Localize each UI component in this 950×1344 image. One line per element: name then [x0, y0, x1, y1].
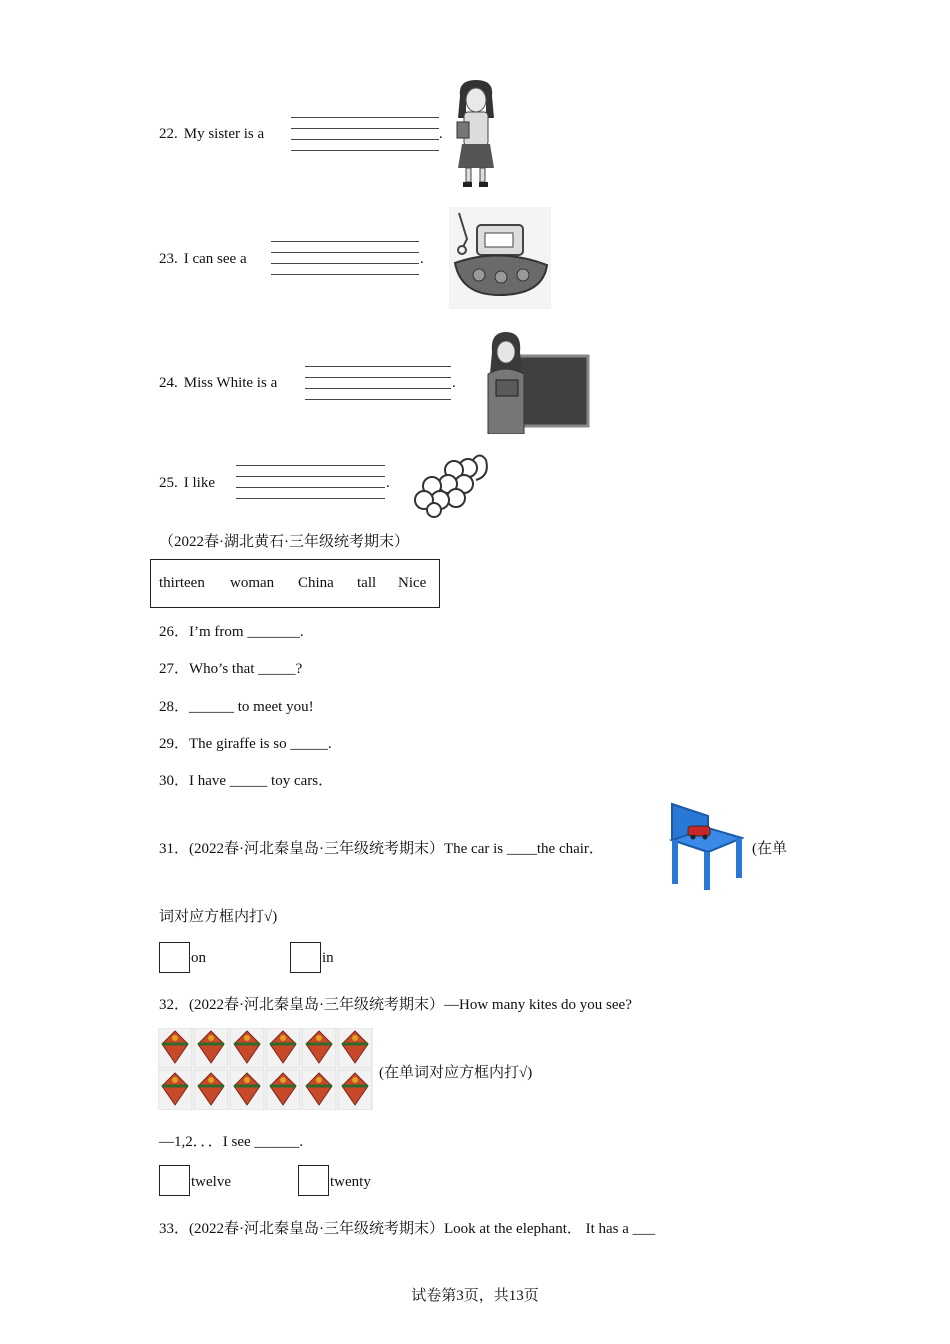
answer-lines-24[interactable] — [305, 366, 451, 402]
chair-with-car-image — [668, 800, 744, 892]
word-bank-item: thirteen — [159, 575, 205, 591]
question-25: 25. I like — [159, 475, 215, 491]
word-bank-item: tall — [357, 575, 377, 591]
word-bank-item: Nice — [398, 575, 427, 591]
answer-line-32: —1,2．．．I see ______. — [159, 1134, 304, 1150]
question-26: 26．I’m from _______. — [159, 624, 304, 640]
answer-lines-23[interactable] — [271, 241, 419, 277]
answer-lines-22[interactable] — [291, 117, 439, 153]
word-bank-item: China — [298, 575, 334, 591]
question-29: 29．The giraffe is so _____. — [159, 736, 332, 752]
page-footer: 试卷第3页，共13页 — [411, 1288, 539, 1304]
option-label-twenty: twenty — [330, 1174, 371, 1190]
question-33: 33．(2022春·河北秦皇岛·三年级统考期末）Look at the elephant． It has a ___ — [159, 1221, 656, 1237]
checkbox-twelve[interactable] — [159, 1165, 190, 1196]
question-28: 28．______ to meet you! — [159, 699, 314, 715]
answer-lines-25[interactable] — [236, 465, 385, 501]
question-31: 31．(2022春·河北秦皇岛·三年级统考期末）The car is ____the chair． — [159, 841, 604, 857]
grapes-image — [408, 446, 490, 518]
question-22: 22. My sister is a — [159, 126, 265, 142]
word-bank-item: woman — [230, 575, 275, 591]
question-30: 30．I have _____ toy cars． — [159, 773, 334, 789]
section-source: （2022春·湖北黄石·三年级统考期末） — [159, 534, 409, 550]
teacher-image — [478, 330, 590, 434]
option-label-on: on — [191, 950, 206, 966]
checkbox-in[interactable] — [290, 942, 321, 973]
option-label-in: in — [322, 950, 334, 966]
checkbox-on[interactable] — [159, 942, 190, 973]
question-27: 27．Who’s that _____? — [159, 661, 303, 677]
instruction-hint: (在单 — [752, 841, 787, 857]
girl-student-image — [450, 78, 502, 190]
toy-boat-image — [449, 207, 551, 309]
checkbox-twenty[interactable] — [298, 1165, 329, 1196]
kites-image — [158, 1028, 374, 1110]
question-24: 24. Miss White is a — [159, 375, 278, 391]
instruction-hint-continued: 词对应方框内打√) — [159, 909, 278, 925]
option-label-twelve: twelve — [191, 1174, 231, 1190]
instruction-hint-32: (在单词对应方框内打√) — [379, 1065, 533, 1081]
question-23: 23. I can see a — [159, 251, 247, 267]
question-32: 32．(2022春·河北秦皇岛·三年级统考期末）—How many kites do you see? — [159, 997, 632, 1013]
